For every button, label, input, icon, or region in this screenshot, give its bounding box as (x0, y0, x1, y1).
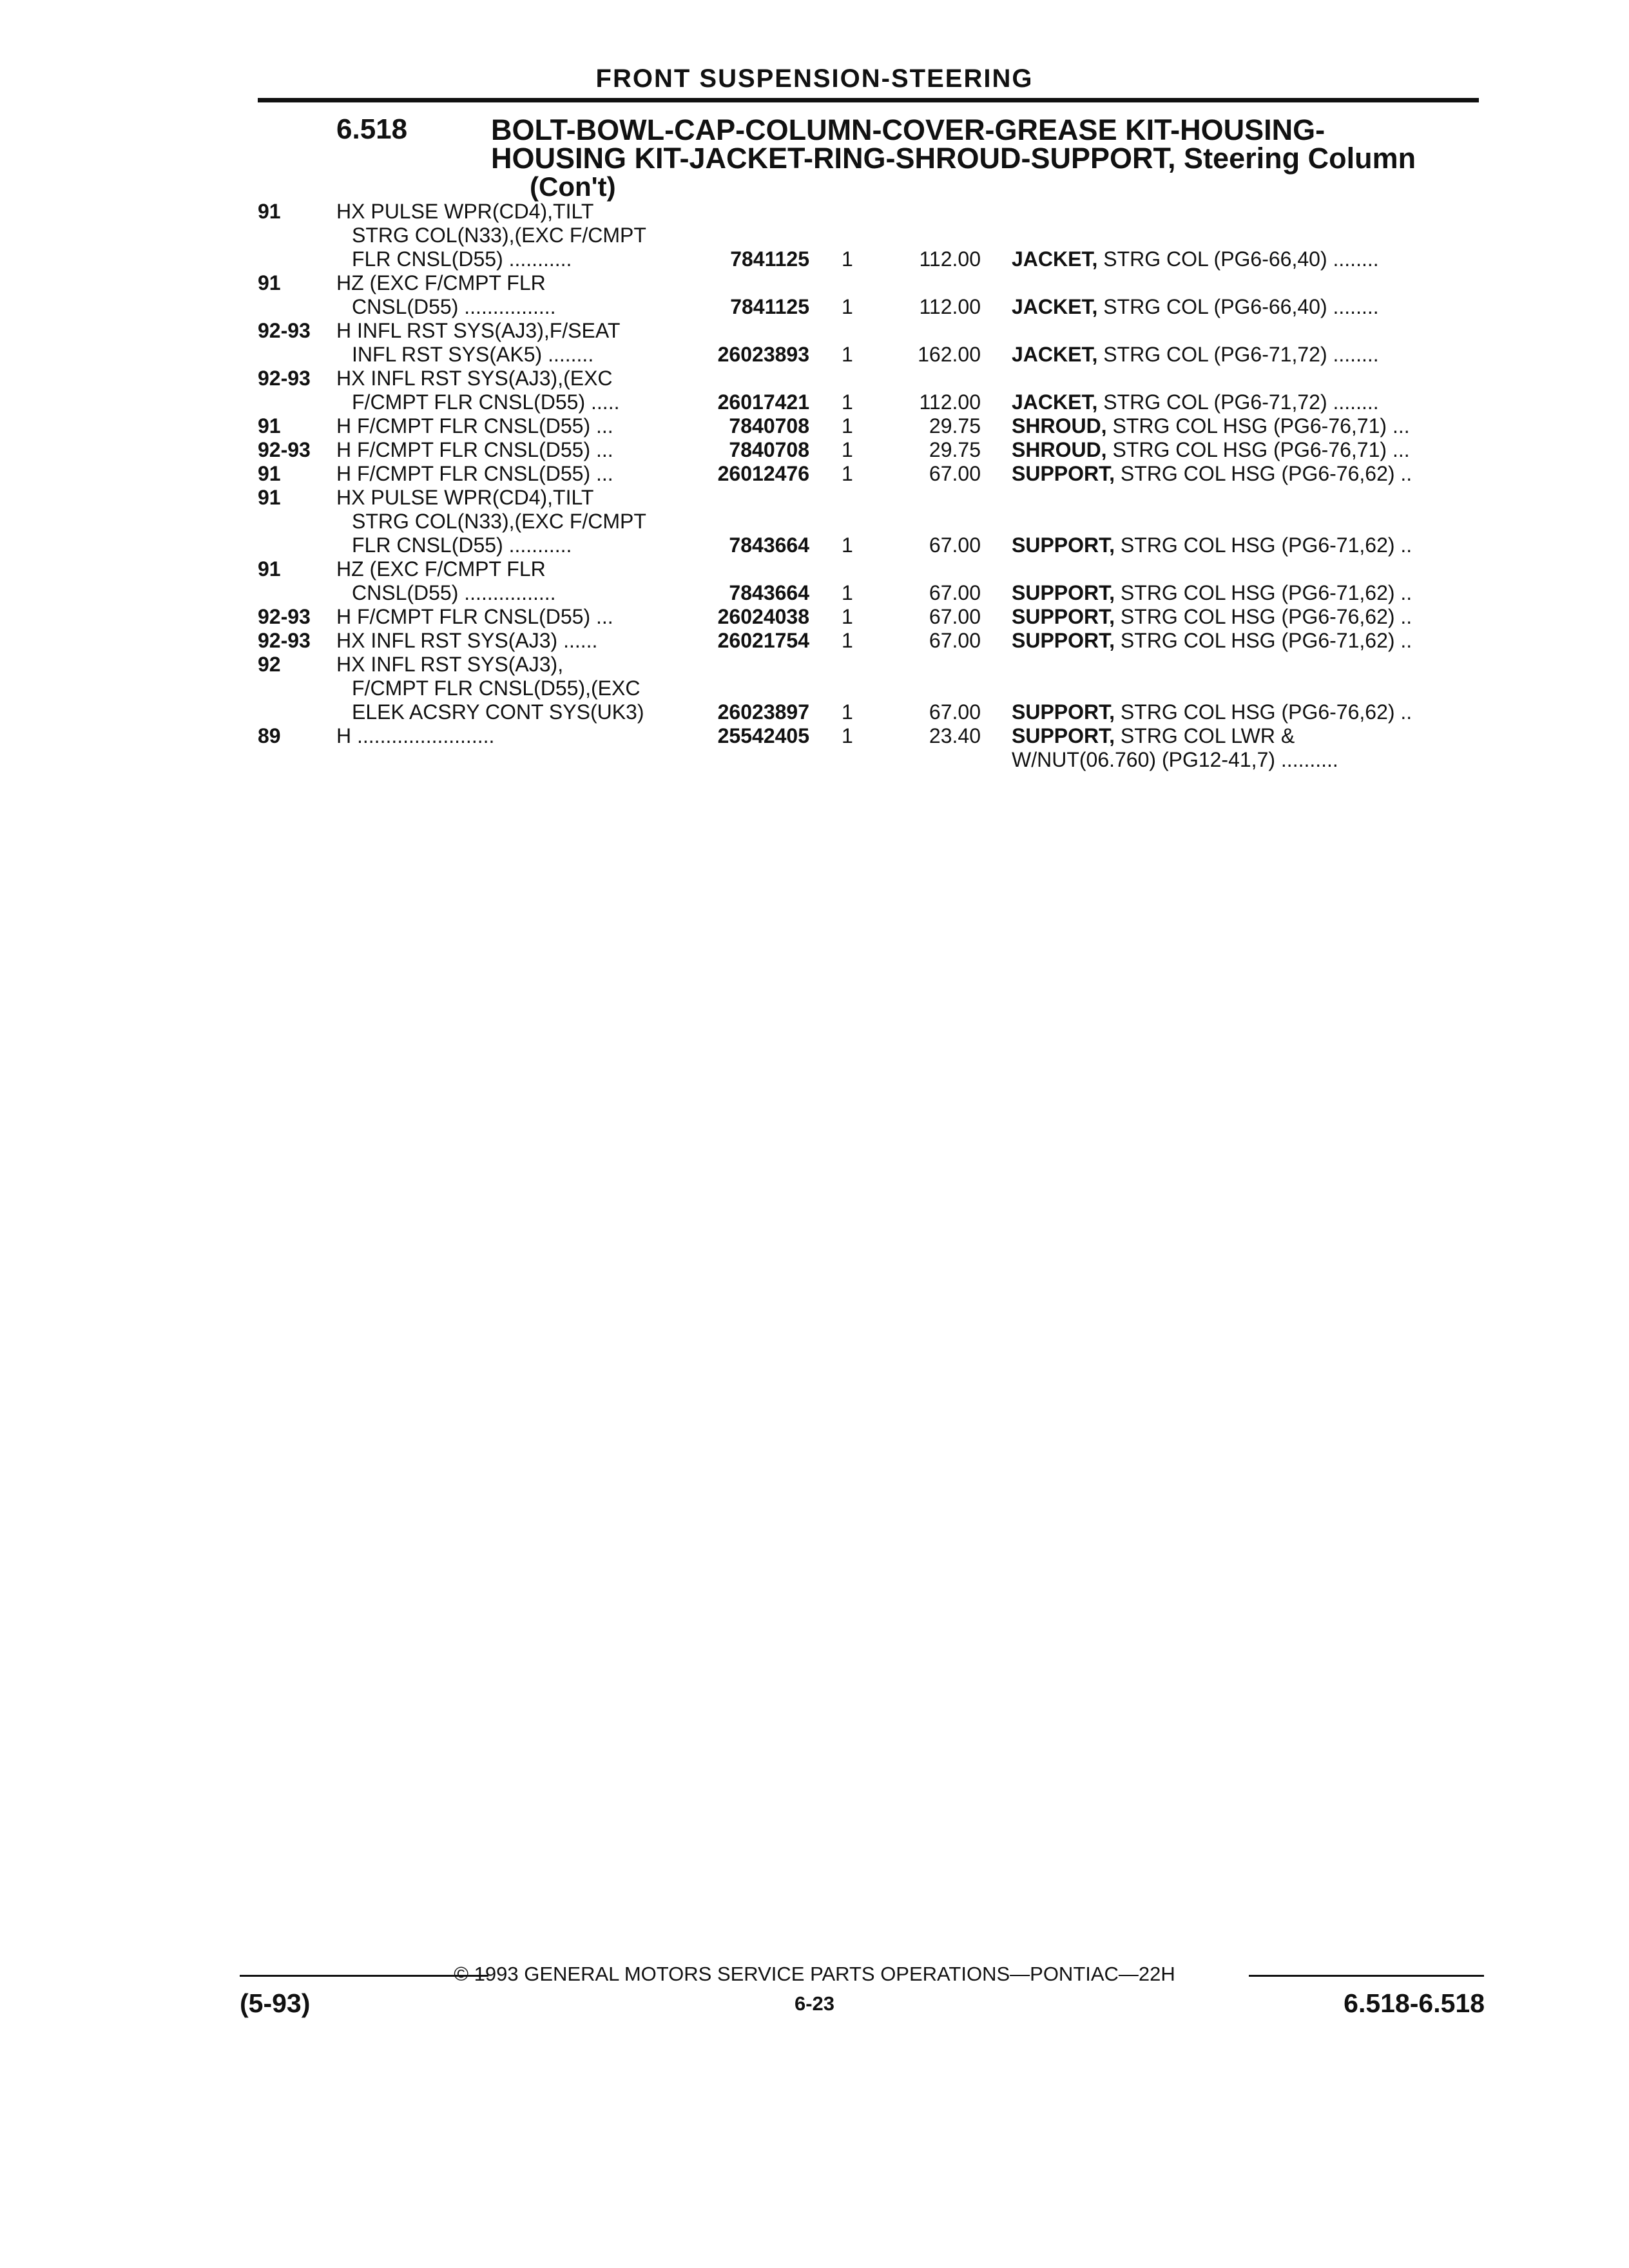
copyright-notice: © 1993 GENERAL MOTORS SERVICE PARTS OPERATIONS—PONTIAC—22H (454, 1963, 1175, 1985)
row-year: 92-93 (258, 319, 311, 342)
row-year: 92-93 (258, 605, 311, 628)
footer-date: (5-93) (240, 1988, 311, 2018)
row-description-line: HX PULSE WPR(CD4),TILT (336, 486, 594, 509)
row-part-name (1012, 462, 1412, 486)
row-quantity: 1 (842, 724, 853, 747)
row-part-name (1012, 343, 1379, 367)
page-header-title: FRONT SUSPENSION-STEERING (595, 64, 1034, 93)
row-part-name (1012, 414, 1410, 438)
row-quantity: 1 (842, 462, 853, 485)
row-quantity: 1 (842, 581, 853, 604)
row-part-number: 26023897 (717, 700, 809, 724)
row-part-name-key: JACKET, (1012, 343, 1098, 366)
row-part-number: 7843664 (729, 581, 809, 604)
row-description (336, 629, 597, 653)
row-part-name-line: W/NUT(06.760) (PG12-41,7) .......... (1012, 748, 1338, 771)
row-price: 112.00 (919, 295, 981, 318)
row-part-number: 26024038 (717, 605, 809, 628)
section-title-line-3: (Con't) (530, 171, 616, 202)
row-year: 91 (258, 200, 281, 223)
row-part-name-key: SUPPORT, (1012, 581, 1115, 604)
row-description (336, 271, 556, 319)
row-part-name-detail: STRG COL (PG6-66,40) ........ (1097, 295, 1379, 318)
row-price: 67.00 (929, 629, 981, 652)
row-year: 91 (258, 414, 281, 437)
row-part-name (1012, 724, 1338, 772)
row-description (336, 414, 613, 438)
row-description-line: FLR CNSL(D55) ........... (352, 533, 572, 557)
row-part-name-line (1012, 629, 1412, 653)
row-part-name-detail: STRG COL HSG (PG6-71,62) .. (1115, 533, 1412, 557)
row-description (336, 200, 646, 271)
row-part-name (1012, 581, 1412, 605)
row-part-name-detail: STRG COL (PG6-71,72) ........ (1097, 343, 1379, 366)
row-part-name (1012, 629, 1412, 653)
row-price: 29.75 (929, 414, 981, 437)
row-part-name-detail: STRG COL HSG (PG6-76,62) .. (1115, 462, 1412, 485)
row-price: 67.00 (929, 605, 981, 628)
row-price: 67.00 (929, 581, 981, 604)
row-part-name-line (1012, 438, 1410, 462)
row-price: 112.00 (919, 390, 981, 414)
row-part-name-key: JACKET, (1012, 295, 1098, 318)
row-part-number: 26012476 (717, 462, 809, 485)
row-part-name-key: SUPPORT, (1012, 462, 1115, 485)
row-year: 92 (258, 653, 281, 676)
row-description-line: HX INFL RST SYS(AJ3) ...... (336, 629, 598, 652)
row-part-name-detail: STRG COL HSG (PG6-76,62) .. (1115, 700, 1412, 724)
row-part-number: 7841125 (730, 295, 809, 318)
row-year: 89 (258, 724, 281, 747)
row-part-number: 7843664 (729, 533, 809, 557)
header-rule (258, 98, 1479, 102)
row-description-line: STRG COL(N33),(EXC F/CMPT (352, 510, 646, 533)
row-part-name-detail: STRG COL (PG6-71,72) ........ (1097, 390, 1379, 414)
row-part-name-key: SUPPORT, (1012, 533, 1115, 557)
row-price: 23.40 (929, 724, 981, 747)
row-description-line: F/CMPT FLR CNSL(D55) ..... (352, 390, 620, 414)
row-description-line: ELEK ACSRY CONT SYS(UK3) (352, 700, 644, 724)
row-part-name-line (1012, 390, 1379, 414)
row-part-name (1012, 605, 1412, 629)
row-part-name-line (1012, 724, 1338, 748)
row-part-name-key: JACKET, (1012, 247, 1098, 271)
row-description (336, 557, 556, 605)
row-part-number: 7840708 (729, 414, 809, 437)
section-title-line-1: BOLT-BOWL-CAP-COLUMN-COVER-GREASE KIT-HOUSING- (491, 113, 1325, 146)
row-description-line: HZ (EXC F/CMPT FLR (336, 271, 546, 294)
row-part-name (1012, 438, 1410, 462)
row-price: 112.00 (919, 247, 981, 271)
row-part-name-detail: STRG COL HSG (PG6-76,71) ... (1106, 438, 1410, 461)
row-year: 91 (258, 557, 281, 581)
row-part-name-key: SHROUD, (1012, 414, 1107, 437)
row-description (336, 462, 613, 486)
row-part-name-line (1012, 295, 1379, 319)
row-part-name-detail: STRG COL HSG (PG6-76,71) ... (1106, 414, 1410, 437)
row-quantity: 1 (842, 390, 853, 414)
row-description-line: CNSL(D55) ................ (352, 581, 556, 604)
row-description-line: STRG COL(N33),(EXC F/CMPT (352, 224, 646, 247)
row-part-name-key: SHROUD, (1012, 438, 1107, 461)
row-price: 67.00 (929, 700, 981, 724)
row-quantity: 1 (842, 295, 853, 318)
row-description-line: FLR CNSL(D55) ........... (352, 247, 572, 271)
row-part-name-detail: STRG COL HSG (PG6-76,62) .. (1115, 605, 1412, 628)
row-quantity: 1 (842, 438, 853, 461)
row-price: 67.00 (929, 533, 981, 557)
row-quantity: 1 (842, 343, 853, 366)
row-part-number: 7840708 (729, 438, 809, 461)
row-part-name-line (1012, 605, 1412, 629)
row-part-name-line (1012, 462, 1412, 486)
section-title-line-2: HOUSING KIT-JACKET-RING-SHROUD-SUPPORT, Steering Column (491, 142, 1416, 175)
row-quantity: 1 (842, 605, 853, 628)
row-description (336, 724, 494, 748)
row-description (336, 438, 613, 462)
row-price: 162.00 (918, 343, 981, 366)
row-part-name-key: SUPPORT, (1012, 700, 1115, 724)
row-part-name-line (1012, 247, 1379, 271)
row-part-name-detail: STRG COL HSG (PG6-71,62) .. (1115, 581, 1412, 604)
row-part-name-line (1012, 533, 1412, 557)
row-part-name-detail: STRG COL LWR & (1115, 724, 1295, 747)
row-quantity: 1 (842, 247, 853, 271)
row-description-line: H F/CMPT FLR CNSL(D55) ... (336, 414, 613, 437)
row-quantity: 1 (842, 629, 853, 652)
row-part-name-key: SUPPORT, (1012, 724, 1115, 747)
row-description-line: CNSL(D55) ................ (352, 295, 556, 318)
row-part-name-line (1012, 700, 1412, 724)
row-part-name-line (1012, 343, 1379, 367)
row-part-number: 26017421 (717, 390, 809, 414)
row-year: 92-93 (258, 367, 311, 390)
row-part-name-line (1012, 581, 1412, 605)
row-part-name-detail: STRG COL HSG (PG6-71,62) .. (1115, 629, 1412, 652)
row-part-name (1012, 295, 1379, 319)
row-quantity: 1 (842, 700, 853, 724)
row-year: 91 (258, 486, 281, 509)
row-part-name-key: SUPPORT, (1012, 605, 1115, 628)
row-description (336, 653, 644, 724)
row-part-name-detail: STRG COL (PG6-66,40) ........ (1097, 247, 1379, 271)
row-part-number: 26021754 (717, 629, 809, 652)
row-part-name (1012, 247, 1379, 271)
row-description-line: H F/CMPT FLR CNSL(D55) ... (336, 438, 613, 461)
footer-section-range: 6.518-6.518 (1344, 1988, 1485, 2018)
row-description-line: HX INFL RST SYS(AJ3), (336, 653, 564, 676)
row-part-name-key: JACKET, (1012, 390, 1098, 414)
row-part-name-key: SUPPORT, (1012, 629, 1115, 652)
section-number: 6.518 (336, 113, 408, 145)
footer-page-number: 6-23 (794, 1992, 835, 2015)
row-description-line: HX PULSE WPR(CD4),TILT (336, 200, 594, 223)
row-description-line: F/CMPT FLR CNSL(D55),(EXC (352, 677, 641, 700)
row-description-line: H F/CMPT FLR CNSL(D55) ... (336, 462, 613, 485)
row-description-line: HZ (EXC F/CMPT FLR (336, 557, 546, 581)
row-part-name (1012, 390, 1379, 414)
row-quantity: 1 (842, 414, 853, 437)
row-year: 92-93 (258, 629, 311, 652)
row-part-number: 26023893 (717, 343, 809, 366)
row-price: 67.00 (929, 462, 981, 485)
row-year: 91 (258, 271, 281, 294)
row-description (336, 319, 620, 367)
row-description (336, 605, 613, 629)
row-description-line: H F/CMPT FLR CNSL(D55) ... (336, 605, 613, 628)
row-part-name-line (1012, 414, 1410, 438)
row-description-line: HX INFL RST SYS(AJ3),(EXC (336, 367, 613, 390)
section-title (491, 113, 1416, 202)
row-part-name (1012, 700, 1412, 724)
row-part-number: 25542405 (717, 724, 809, 747)
row-description-line: H ........................ (336, 724, 495, 747)
row-year: 92-93 (258, 438, 311, 461)
row-description (336, 367, 619, 414)
row-quantity: 1 (842, 533, 853, 557)
row-part-number: 7841125 (730, 247, 809, 271)
row-description-line: H INFL RST SYS(AJ3),F/SEAT (336, 319, 621, 342)
row-year: 91 (258, 462, 281, 485)
row-part-name (1012, 533, 1412, 557)
row-description (336, 486, 646, 557)
row-description-line: INFL RST SYS(AK5) ........ (352, 343, 594, 366)
row-price: 29.75 (929, 438, 981, 461)
